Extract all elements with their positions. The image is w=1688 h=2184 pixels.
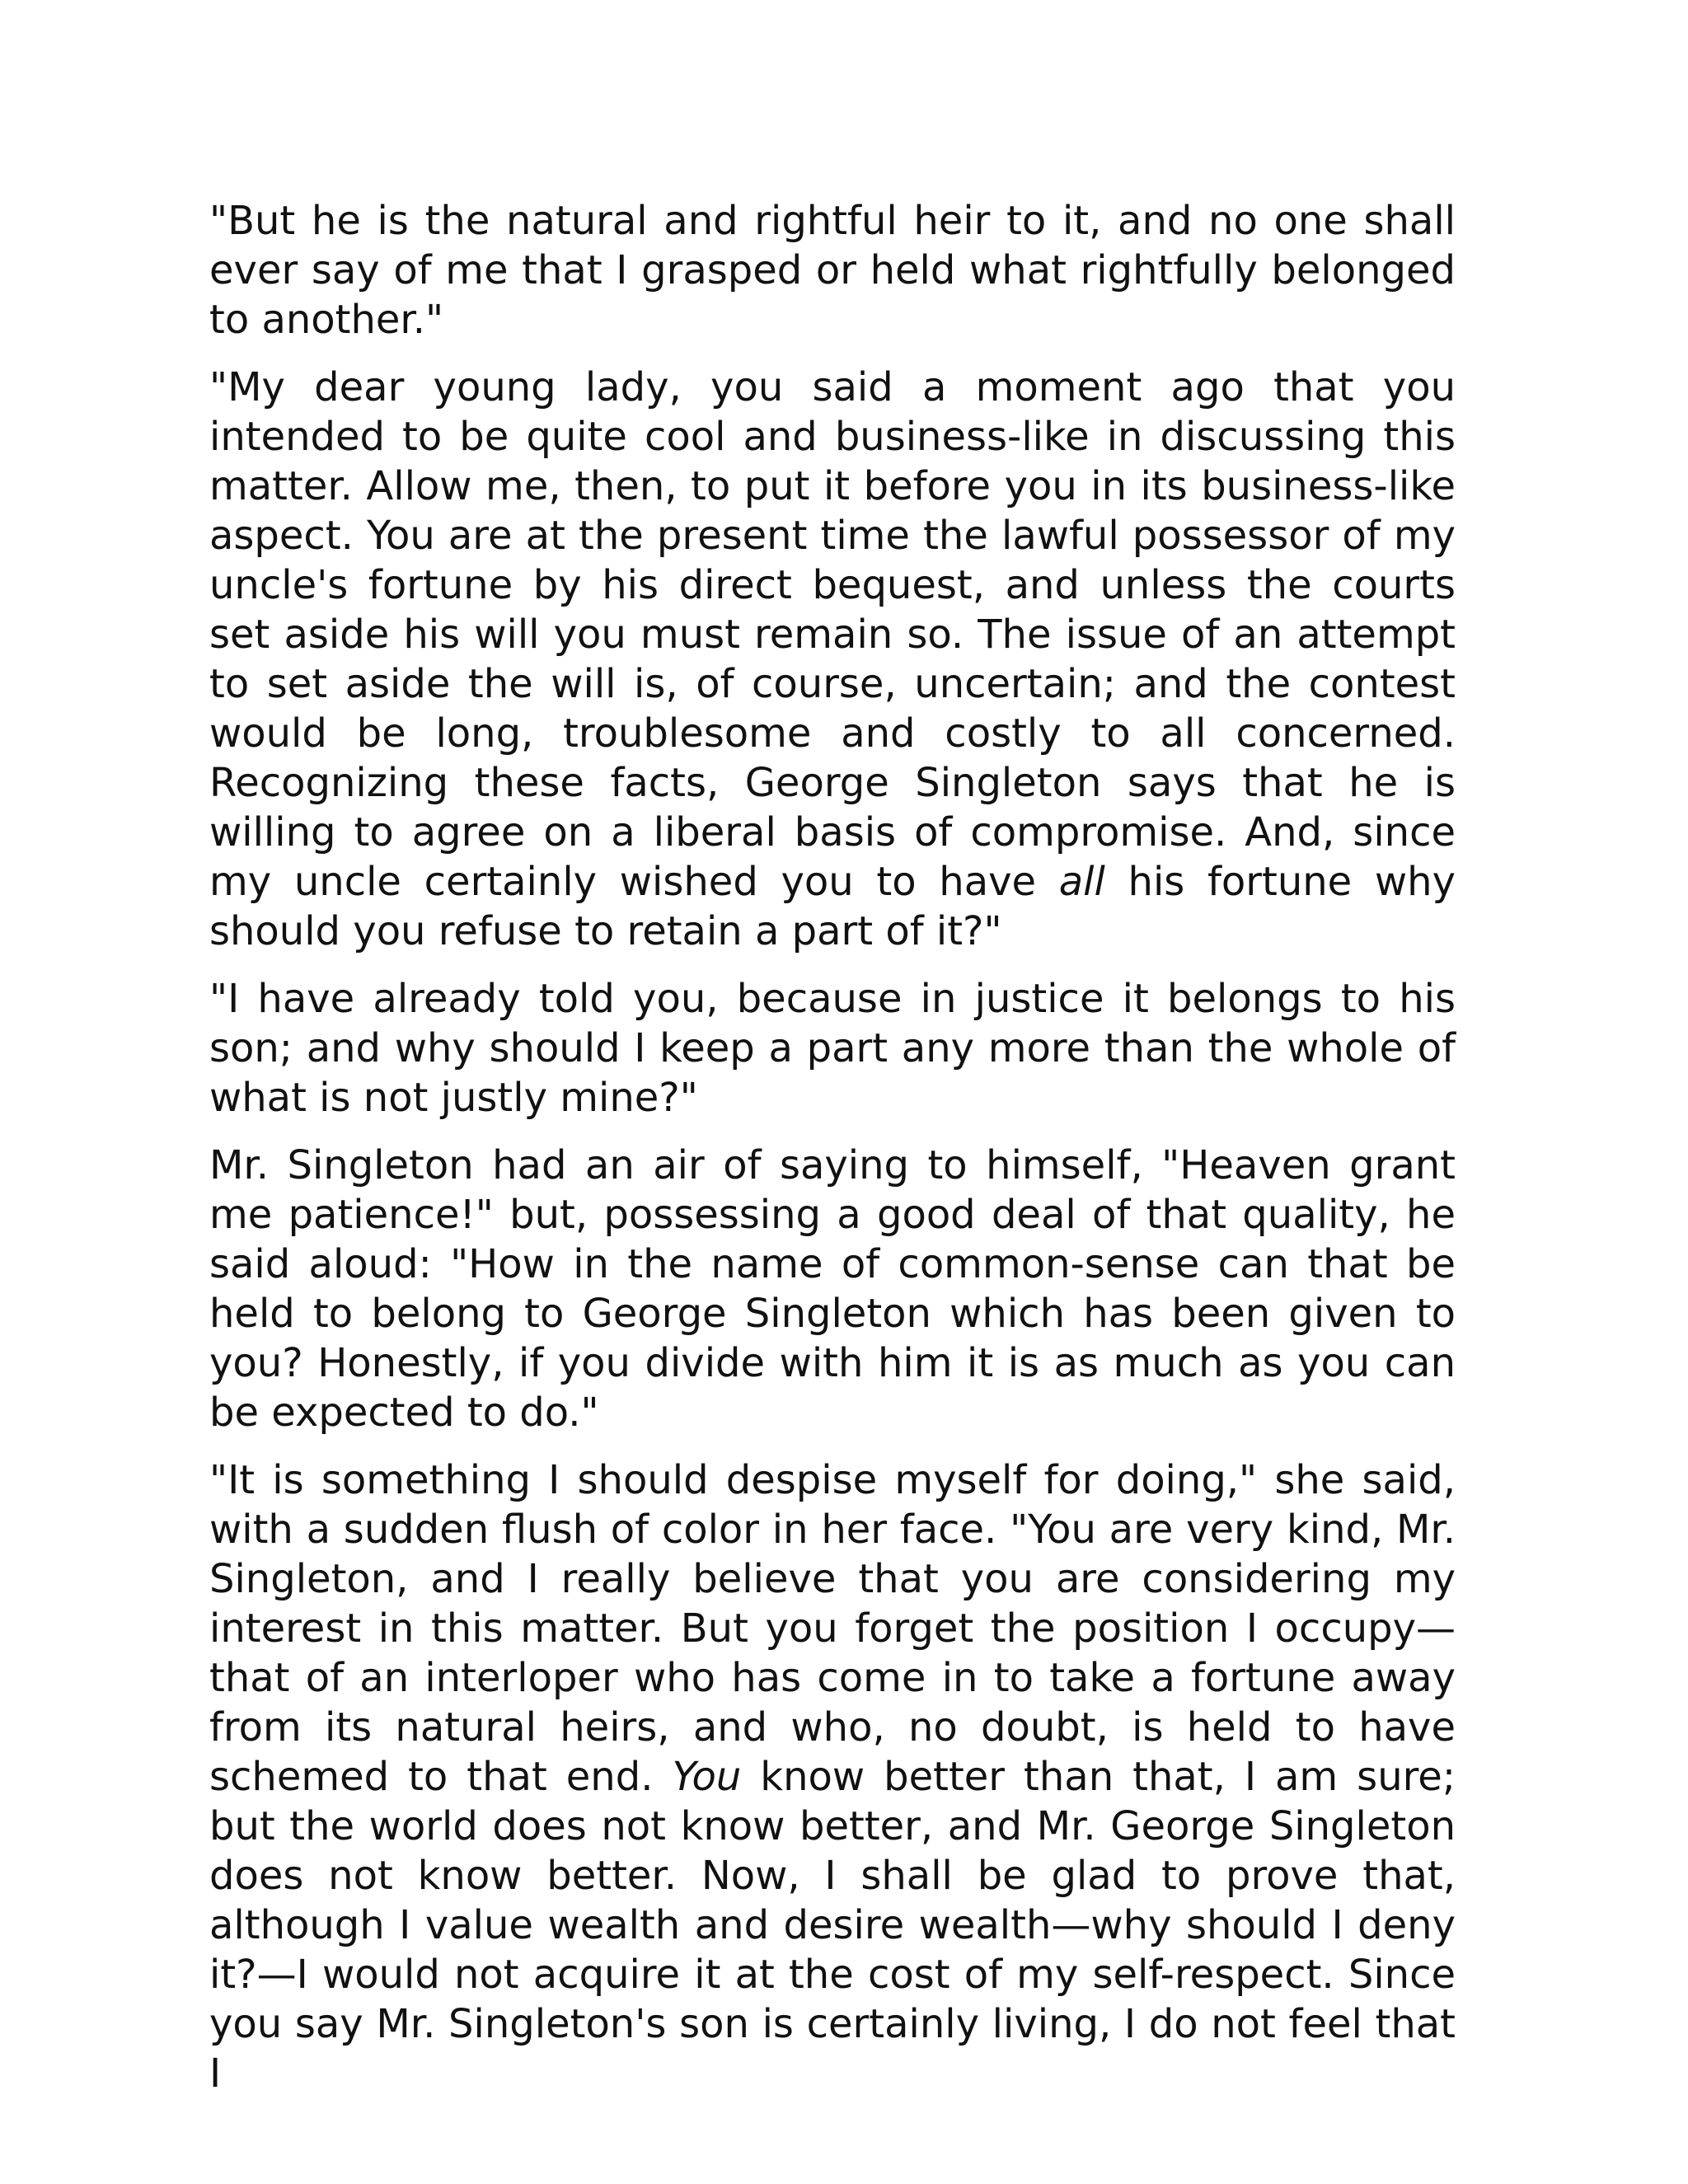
- paragraph-2: [209, 363, 1456, 956]
- emphasized-word: You: [672, 1754, 742, 1800]
- paragraph-text: Mr. Singleton had an air of saying to himself, "Heaven grant me patience!" but, possessing a good deal of that quality, he said aloud: "How in the name of common-sense can that be held to belong to George Singleton which has been given to you? Honestly, if you divide with him it is as much as you can be expected to do.": [209, 1142, 1456, 1436]
- paragraph-3: [209, 974, 1456, 1122]
- paragraph-text: his fortune why should you refuse to retain a part of it?": [209, 859, 1456, 954]
- body-text: [209, 196, 1456, 2116]
- paragraph-5: [209, 1455, 1456, 2098]
- paragraph-text: know better than that, I am sure; but the world does not know better, and Mr. George Singleton does not know better. Now, I shall be glad to prove that, although I value wealth and desire wealth—why should I deny it?—I would not acquire it at the cost of my self-respect. Since you say Mr. Singleton's son is certainly living, I do not feel that I: [209, 1754, 1456, 2097]
- paragraph-text: "It is something I should despise myself for doing," she said, with a sudden flush of color in her face. "You are very kind, Mr. Singleton, and I really believe that you are considering my interest in this matter. But you forget the position I occupy—that of an interloper who has come in to take a fortune away from its natural heirs, and who, no doubt, is held to have schemed to that end.: [209, 1457, 1456, 1800]
- paragraph-4: [209, 1141, 1456, 1437]
- paragraph-text: "My dear young lady, you said a moment ago that you intended to be quite cool and business-like in discussing this matter. Allow me, then, to put it before you in its business-like aspect. You are at the present time the lawful possessor of my uncle's fortune by his direct bequest, and unless the courts set aside his will you must remain so. The issue of an attempt to set aside the will is, of course, uncertain; and the contest would be long, troublesome and costly to all concerned. Recognizing these facts, George Singleton says that he is willing to agree on a liberal basis of compromise. And, since my uncle certainly wished you to have: [209, 364, 1456, 905]
- paragraph-text: "But he is the natural and rightful heir to it, and no one shall ever say of me that I grasped or held what rightfully belonged to another.": [209, 198, 1456, 343]
- paragraph-1: [209, 196, 1456, 344]
- emphasized-word: all: [1058, 859, 1105, 905]
- paragraph-text: "I have already told you, because in justice it belongs to his son; and why should I keep a part any more than the whole of what is not justly mine?": [209, 976, 1456, 1121]
